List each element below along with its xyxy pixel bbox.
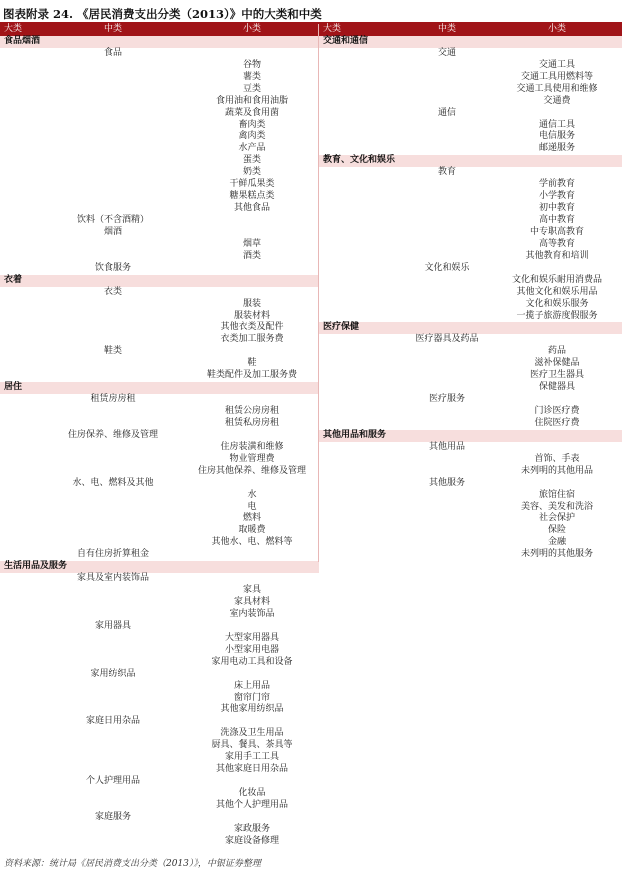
right-table	[319, 24, 622, 561]
mid-class-label: 衣类	[103, 286, 123, 297]
mid-class-label: 文化和娱乐	[424, 262, 470, 273]
sub-class-label: 学前教育	[538, 179, 576, 190]
sub-class-label: 干鲜瓜果类	[229, 179, 275, 190]
table-row	[319, 263, 622, 275]
sub-class-label: 谷物	[242, 59, 262, 70]
sub-class-label: 烟草	[242, 238, 262, 249]
table-row	[0, 287, 319, 299]
mid-class-label: 医疗器具及药品	[415, 334, 479, 345]
table-row	[319, 466, 622, 478]
sub-class-label: 取暖费	[238, 525, 266, 536]
table-row	[319, 251, 622, 263]
table-row	[319, 537, 622, 549]
table-row	[0, 48, 319, 60]
sub-class-label: 文化和娱乐服务	[525, 298, 589, 309]
sub-class-label: 邮递服务	[538, 143, 576, 154]
table-row	[319, 334, 622, 346]
table-row	[319, 167, 622, 179]
sub-class-label: 电信服务	[538, 131, 576, 142]
table-row	[0, 549, 319, 561]
table-row	[0, 346, 319, 358]
sub-class-label: 服装材料	[233, 310, 271, 321]
table-row	[319, 490, 622, 502]
mid-class-label: 家用器具	[94, 620, 132, 631]
table-row	[0, 693, 319, 705]
sub-class-label: 旅馆住宿	[538, 489, 576, 500]
sub-class-label: 社会保护	[538, 513, 576, 524]
table-row	[0, 251, 319, 263]
table-row	[319, 346, 622, 358]
table-row	[0, 215, 319, 227]
sub-class-label: 禽肉类	[238, 131, 266, 142]
sub-class-label: 奶类	[242, 167, 262, 178]
table-row	[0, 836, 319, 848]
table-row	[0, 430, 319, 442]
sub-class-label: 家具材料	[233, 597, 271, 607]
table-row	[0, 394, 319, 406]
sub-class-label: 蛋类	[242, 155, 262, 166]
mid-class-label: 烟酒	[103, 226, 123, 237]
table-row	[0, 203, 319, 215]
sub-class-label: 交通工具使用和维修	[516, 83, 598, 94]
sub-class-label: 租赁公房房租	[224, 406, 280, 416]
sub-class-label: 其他家用纺织品	[220, 704, 284, 715]
table-row	[0, 573, 319, 585]
sub-class-label: 电	[247, 501, 257, 512]
sub-class-label: 租赁私房房租	[224, 417, 280, 428]
table-row	[0, 370, 319, 382]
table-row	[0, 179, 319, 191]
header-big: 大类	[323, 24, 342, 34]
sub-class-label: 化妆品	[238, 788, 266, 798]
category-label: 教育、文化和娱乐	[323, 155, 396, 166]
mid-class-label: 其他服务	[428, 477, 466, 488]
category-row	[319, 36, 622, 48]
table-row	[0, 657, 319, 669]
sub-class-label: 交通工具	[538, 59, 576, 70]
table-row	[0, 776, 319, 788]
table-row	[319, 143, 622, 155]
sub-class-label: 其他个人护理用品	[215, 799, 289, 810]
sub-class-label: 通信工具	[538, 119, 576, 130]
table-row	[0, 621, 319, 633]
table-row	[0, 120, 319, 132]
sub-class-label: 家具	[242, 585, 262, 596]
sub-class-label: 药品	[547, 346, 567, 357]
table-row	[0, 108, 319, 120]
table-row	[0, 60, 319, 72]
table-row	[0, 72, 319, 84]
table-header	[0, 24, 319, 36]
sub-class-label: 床上用品	[233, 680, 271, 691]
table-row	[319, 227, 622, 239]
mid-class-label: 鞋类	[103, 346, 123, 357]
sub-class-label: 食用油和食用油脂	[215, 95, 289, 106]
sub-class-label: 窗帘门帘	[233, 692, 271, 703]
sub-class-label: 其他衣类及配件	[220, 322, 284, 333]
mid-class-label: 家用纺织品	[90, 668, 136, 679]
sub-class-label: 家用手工工具	[224, 752, 280, 763]
header-big: 大类	[4, 24, 23, 34]
category-label: 生活用品及服务	[4, 561, 68, 572]
table-row	[0, 442, 319, 454]
sub-class-label: 金融	[547, 537, 567, 548]
table-row	[0, 704, 319, 716]
source-note: 资料来源：统计局《居民消费支出分类（2013）》，中银证券整理	[4, 859, 261, 869]
table-row	[319, 370, 622, 382]
table-row	[319, 131, 622, 143]
sub-class-label: 豆类	[242, 83, 262, 94]
mid-class-label: 个人护理用品	[85, 776, 141, 787]
mid-class-label: 通信	[437, 107, 457, 118]
table-row	[0, 788, 319, 800]
table-row	[319, 311, 622, 323]
table-row	[0, 633, 319, 645]
mid-class-label: 水、电、燃料及其他	[72, 477, 154, 488]
table-row	[319, 108, 622, 120]
table-row	[0, 311, 319, 323]
sub-class-label: 其他食品	[233, 203, 271, 214]
table-row	[0, 800, 319, 812]
table-row	[319, 418, 622, 430]
table-row	[0, 537, 319, 549]
sub-class-label: 酒类	[242, 250, 262, 261]
table-row	[0, 490, 319, 502]
sub-class-label: 燃料	[242, 513, 262, 524]
sub-class-label: 滋补保健品	[534, 358, 580, 369]
mid-class-label: 住房保养、维修及管理	[67, 429, 159, 440]
sub-class-label: 一揽子旅游度假服务	[516, 310, 598, 321]
category-label: 居住	[4, 382, 23, 393]
sub-class-label: 其他文化和娱乐用品	[516, 286, 598, 297]
category-row	[319, 322, 622, 334]
category-label: 食品烟酒	[4, 35, 41, 46]
sub-class-label: 水	[247, 489, 257, 500]
header-mid: 中类	[437, 24, 457, 34]
category-label: 医疗保健	[323, 322, 360, 333]
table-row	[0, 454, 319, 466]
sub-class-label: 高等教育	[538, 238, 576, 249]
table-row	[319, 96, 622, 108]
mid-class-label: 饮料（不含酒精）	[76, 215, 150, 225]
sub-class-label: 小学教育	[538, 191, 576, 202]
table-row	[0, 752, 319, 764]
category-label: 衣着	[4, 274, 23, 285]
table-row	[319, 287, 622, 299]
header-sub: 小类	[242, 24, 262, 34]
sub-class-label: 鞋类配件及加工服务费	[206, 370, 298, 381]
table-row	[319, 179, 622, 191]
table-row	[0, 525, 319, 537]
mid-class-label: 家具及室内装饰品	[76, 573, 150, 584]
table-row	[0, 406, 319, 418]
sub-class-label: 物业管理费	[229, 453, 275, 464]
table-row	[319, 84, 622, 96]
sub-class-label: 其他教育和培训	[525, 250, 589, 261]
table-row	[0, 84, 319, 96]
table-row	[0, 96, 319, 108]
table-row	[0, 143, 319, 155]
sub-class-label: 保险	[547, 525, 567, 536]
table-row	[0, 740, 319, 752]
table-row	[319, 382, 622, 394]
mid-class-label: 医疗服务	[428, 394, 466, 405]
sub-class-label: 其他家庭日用杂品	[215, 764, 289, 775]
category-row	[0, 275, 319, 287]
table-row	[319, 478, 622, 490]
table-row	[0, 609, 319, 621]
sub-class-label: 门诊医疗费	[534, 406, 580, 416]
table-header	[319, 24, 622, 36]
table-row	[0, 681, 319, 693]
sub-class-label: 中专职高教育	[529, 226, 585, 237]
table-row	[319, 60, 622, 72]
table-row	[319, 549, 622, 561]
sub-class-label: 住院医疗费	[534, 417, 580, 428]
sub-class-label: 蔬菜及食用菌	[224, 107, 280, 118]
category-row	[0, 382, 319, 394]
sub-class-label: 水产品	[238, 143, 266, 154]
table-row	[319, 525, 622, 537]
header-mid: 中类	[103, 24, 123, 34]
table-row	[319, 215, 622, 227]
mid-class-label: 食品	[103, 47, 123, 58]
sub-class-label: 首饰、手表	[534, 453, 580, 464]
table-row	[0, 322, 319, 334]
sub-class-label: 衣类加工服务费	[220, 334, 284, 345]
mid-class-label: 交通	[437, 47, 457, 58]
sub-class-label: 大型家用器具	[224, 632, 280, 643]
table-row	[319, 48, 622, 60]
table-row	[0, 418, 319, 430]
sub-class-label: 服装	[242, 298, 262, 309]
mid-class-label: 饮食服务	[94, 262, 132, 273]
sub-class-label: 医疗卫生器具	[529, 370, 585, 381]
sub-class-label: 小型家用电器	[224, 644, 280, 655]
sub-class-label: 美容、美发和洗浴	[520, 501, 594, 512]
sub-class-label: 其他水、电、燃料等	[211, 537, 293, 548]
mid-class-label: 自有住房折算租金	[76, 549, 150, 560]
sub-class-label: 室内装饰品	[229, 608, 275, 619]
table-row	[0, 239, 319, 251]
table-row	[0, 155, 319, 167]
sub-class-label: 保健器具	[538, 382, 576, 393]
sub-class-label: 糖果糕点类	[229, 191, 275, 202]
table-row	[0, 513, 319, 525]
category-label: 交通和通信	[323, 35, 369, 46]
table-row	[319, 358, 622, 370]
mid-class-label: 家庭日用杂品	[85, 716, 141, 727]
category-row	[319, 430, 622, 442]
table-row	[0, 669, 319, 681]
sub-class-label: 住房其他保养、维修及管理	[197, 465, 307, 476]
mid-class-label: 租赁房房租	[90, 394, 136, 405]
table-row	[0, 299, 319, 311]
table-row	[0, 191, 319, 203]
table-row	[319, 394, 622, 406]
sub-class-label: 未列明的其他服务	[520, 549, 594, 560]
sub-class-label: 初中教育	[538, 203, 576, 214]
table-row	[319, 406, 622, 418]
sub-class-label: 交通费	[543, 95, 571, 106]
category-row	[0, 561, 319, 573]
table-row	[0, 824, 319, 836]
sub-class-label: 家用电动工具和设备	[211, 656, 293, 667]
sub-class-label: 家庭设备修理	[224, 835, 280, 846]
category-row	[319, 155, 622, 167]
table-row	[0, 358, 319, 370]
table-row	[319, 299, 622, 311]
mid-class-label: 其他用品	[428, 441, 466, 452]
page-title: 图表附录 24. 《居民消费支出分类（2013）》中的大类和中类	[3, 7, 322, 21]
sub-class-label: 未列明的其他用品	[520, 465, 594, 476]
table-row	[319, 513, 622, 525]
mid-class-label: 家庭服务	[94, 811, 132, 822]
table-row	[0, 502, 319, 514]
sub-class-label: 住房装潢和维修	[220, 441, 284, 452]
table-row	[0, 478, 319, 490]
table-row	[0, 597, 319, 609]
sub-class-label: 厨具、餐具、茶具等	[211, 740, 293, 751]
table-row	[0, 167, 319, 179]
table-row	[0, 645, 319, 657]
category-row	[0, 36, 319, 48]
table-row	[319, 502, 622, 514]
table-row	[0, 263, 319, 275]
table-row	[0, 812, 319, 824]
table-row	[0, 764, 319, 776]
table-row	[0, 466, 319, 478]
table-row	[0, 716, 319, 728]
table-row	[319, 203, 622, 215]
table-row	[0, 227, 319, 239]
table-row	[319, 72, 622, 84]
table-row	[319, 239, 622, 251]
header-sub: 小类	[547, 24, 567, 34]
sub-class-label: 鞋	[247, 358, 257, 369]
table-row	[319, 120, 622, 132]
sub-class-label: 家政服务	[233, 823, 271, 834]
table-row	[319, 275, 622, 287]
table-row	[0, 334, 319, 346]
table-row	[319, 191, 622, 203]
sub-class-label: 交通工具用燃料等	[520, 71, 594, 82]
sub-class-label: 洗涤及卫生用品	[220, 728, 284, 739]
table-row	[319, 454, 622, 466]
table-row	[0, 131, 319, 143]
sub-class-label: 高中教育	[538, 215, 576, 225]
table-row	[0, 585, 319, 597]
sub-class-label: 薯类	[242, 71, 262, 82]
sub-class-label: 畜肉类	[238, 119, 266, 130]
left-table	[0, 24, 319, 848]
category-label: 其他用品和服务	[323, 429, 387, 440]
table-row	[0, 728, 319, 740]
sub-class-label: 文化和娱乐耐用消费品	[511, 274, 603, 285]
mid-class-label: 教育	[437, 167, 457, 178]
table-row	[319, 442, 622, 454]
